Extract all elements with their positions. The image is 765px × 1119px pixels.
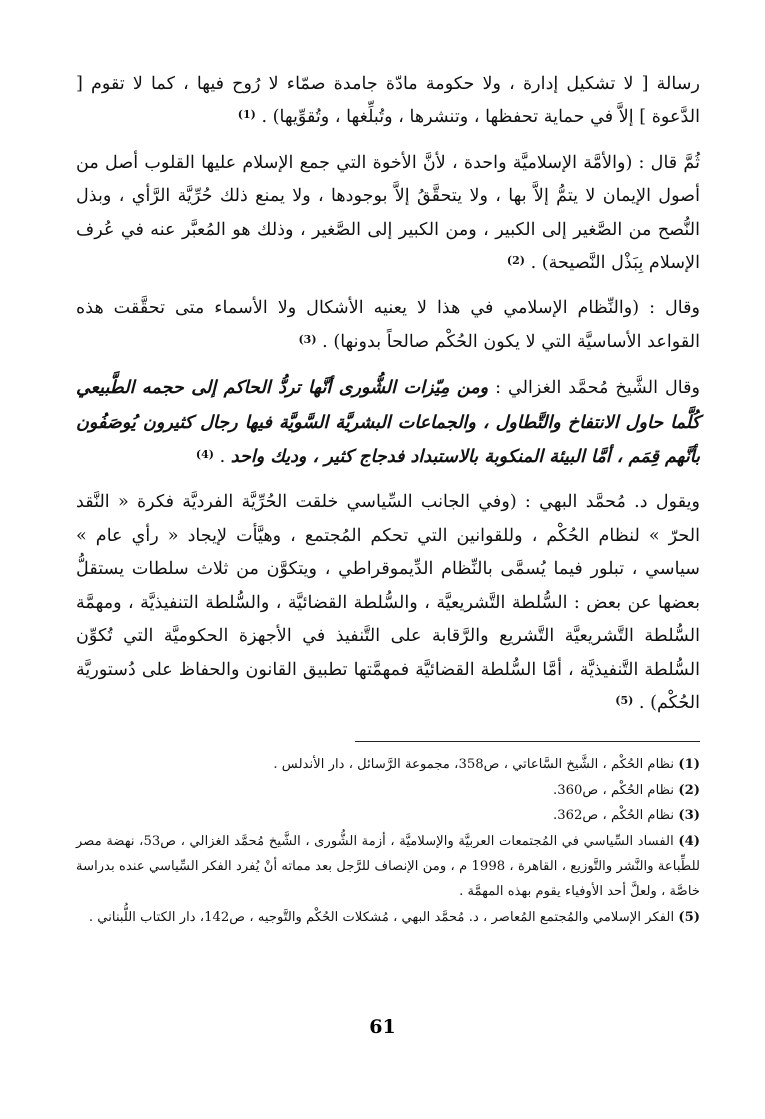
- footnote-reference: (2): [506, 254, 525, 268]
- paragraph-text: ثُمَّ قال : (والأمَّة الإسلاميَّة واحدة ، لأنَّ الأخوة التي جمع الإسلام عليها القلوب أصل من أصول الإيمان لا يتمُّ إلاَّ بها ، ولا يتحقَّقُ إلاَّ بوجودها ، ولا يمنع ذلك حُرِّيَّة الرَّأي ، وبذل النُّصح من الصَّغير إلى الكبير ، ومن الكبير إلى الصَّغير ، وذلك هو المُعبَّر عنه في عُرف الإسلام بِبَذْل النَّصيحة) .: [76, 152, 700, 274]
- paragraph-text: ويقول د. مُحمَّد البهي : (وفي الجانب السِّياسي خلقت الحُرِّيَّة الفرديَّة فكرة « النَّقد الحرّ » لنظام الحُكْم ، وللقوانين التي تحكم المُجتمع ، وهيَّأت لإيجاد « رأي عام » سياسي ، تبلور فيما يُسمَّى بالنِّظام الدِّيموقراطي ، ويتكوَّن من ثلاث سلطات يستقلُّ بعضها عن بعض : السُّلطة التَّشريعيَّة ، والسُّلطة القضائيَّة ، والسُّلطة التنفيذيَّة ، ومهمَّة السُّلطة التَّشريعيَّة التَّشريع والرَّقابة على التَّنفيذ في الأجهزة الحكوميَّة التي تُكوِّن السُّلطة التَّنفيذيَّة ، أمَّا السُّلطة القضائيَّة فمهمَّتها تطبيق القانون والحفاظ على دُستوريَّة الحُكْم) .: [76, 492, 700, 713]
- paragraph-5: [76, 486, 700, 721]
- footnote-reference: (1): [237, 108, 256, 122]
- footnote-3: [76, 803, 700, 828]
- footnote-reference: (5): [615, 693, 634, 707]
- paragraph-text: وقال الشَّيخ مُحمَّد الغزالي :: [488, 378, 700, 399]
- footnote-number: (2): [678, 782, 700, 798]
- book-page: [76, 68, 700, 1068]
- footnote-number: (4): [678, 833, 701, 849]
- paragraph-text: وقال : (والنِّظام الإسلامي في هذا لا يعنيه الأشكال ولا الأسماء متى تحقَّقت هذه القواعد الأساسيَّة التي لا يكون الحُكْم صالحاً بدونها) .: [76, 298, 700, 352]
- paragraph-4: [76, 371, 700, 475]
- footnote-number: (3): [678, 808, 700, 824]
- footnote-number: (5): [678, 909, 700, 925]
- paragraph-text: رسالة [ لا تشكيل إدارة ، ولا حكومة مادّة جامدة صمّاء لا رُوح فيها ، كما لا تقوم [ الدَّعوة ] إلاَّ في حماية تحفظها ، وتنشرها ، وتُبلِّغها ، وتُقوِّيها) .: [76, 74, 700, 128]
- footnote-1: [76, 752, 700, 777]
- footnote-text: الفساد السِّياسي في المُجتمعات العربيَّة والإسلاميَّة ، أزمة الشُّورى ، الشَّيخ مُحمَّد الغزالي ، ص53، نهضة مصر للطِّباعة والنَّشر والتَّوزيع ، القاهرة ، 1998 م ، ومن الإنصاف للرَّجل بعد مماته أنْ يُفرد الفكر السِّياسي عنده بدراسة خاصَّة ، ولعلَّ أحد الأوفياء يقوم بهذه المهمَّة .: [76, 833, 700, 900]
- footnote-reference: (4): [195, 448, 214, 462]
- page-number: 61: [369, 1016, 396, 1038]
- footnote-divider: [355, 741, 700, 742]
- footnote-number: (1): [678, 757, 700, 773]
- paragraph-3: [76, 292, 700, 360]
- footnote-text: الفكر الإسلامي والمُجتمع المُعاصر ، د. مُحمَّد البهي ، مُشكلات الحُكْم والتَّوجيه ، ص142، دار الكتاب اللُّبناني .: [88, 909, 675, 925]
- footnote-reference: (3): [298, 332, 317, 346]
- footnote-5: [76, 905, 700, 930]
- paragraph-ending: .: [219, 447, 231, 468]
- emphasized-quote: ومن مِيّزات الشُّورى أنَّها تردُّ الحاكم إلى حجمه الطَّبيعي كُلَّما حاول الانتفاخ والتَّطاول ، والجماعات البشريَّة السَّويَّة فيها رجال كثيرون يُوصَفُون بأنَّهم قِمَم ، أمَّا البيئة المنكوبة بالاستبداد فدجاج كثير ، وديك واحد: [76, 377, 700, 468]
- footnote-4: [76, 829, 700, 905]
- footnote-text: نظام الحُكْم ، ص360.: [553, 782, 675, 798]
- paragraph-2: [76, 147, 700, 282]
- footnote-2: [76, 778, 700, 803]
- footnote-text: نظام الحُكْم ، ص362.: [553, 808, 675, 824]
- footnote-text: نظام الحُكْم ، الشَّيخ السَّاعاتي ، ص358، مجموعة الرَّسائل ، دار الأندلس .: [273, 757, 675, 773]
- paragraph-1: [76, 68, 700, 136]
